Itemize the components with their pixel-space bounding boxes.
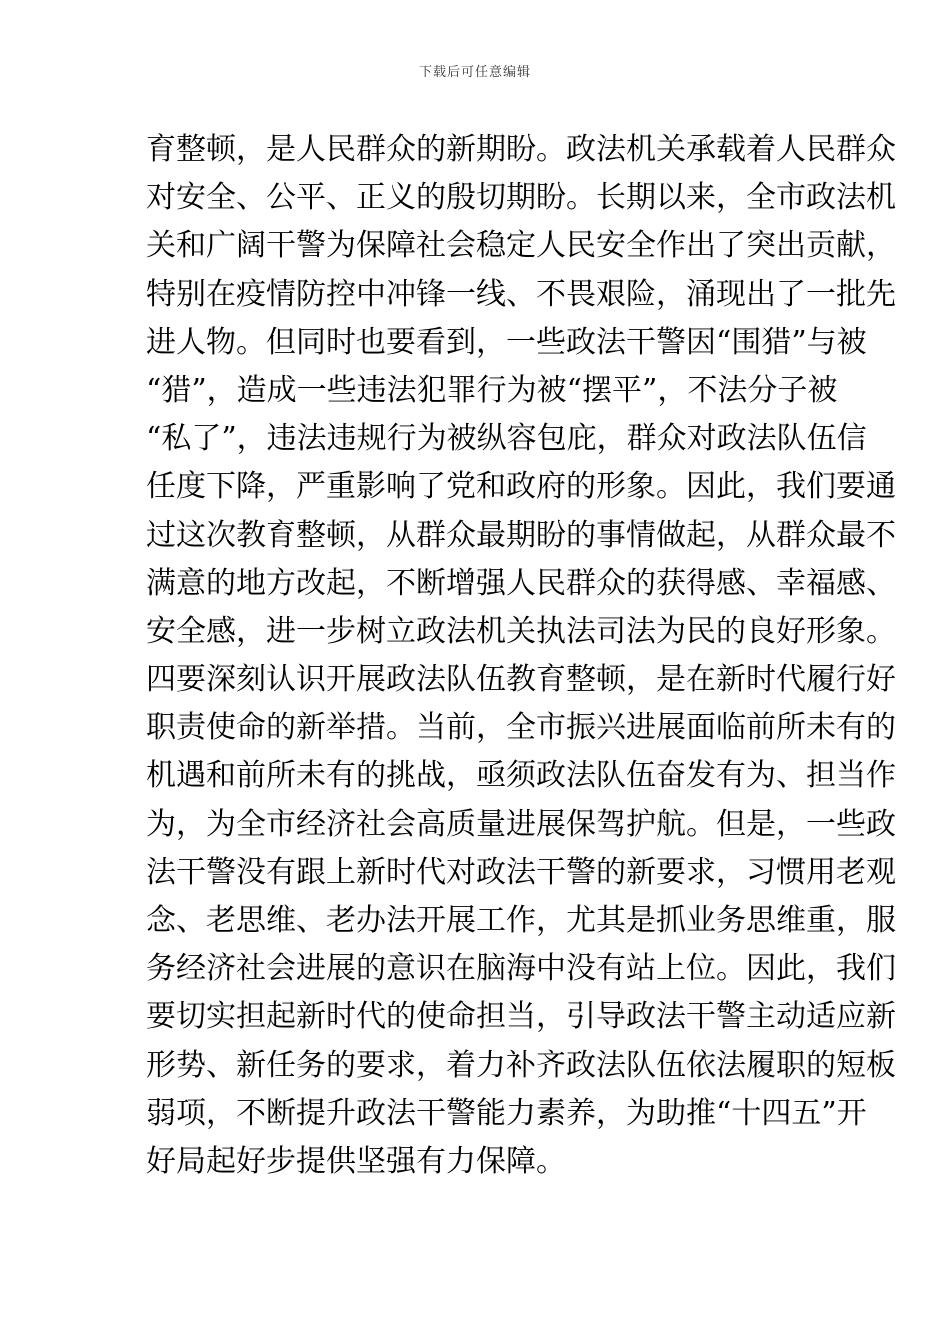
- text-line: 弱项，不断提升政法干警能力素养，为助推“十四五”开: [146, 1095, 867, 1131]
- text-line: 对安全、公平、正义的殷切期盼。长期以来，全市政法机: [146, 180, 896, 216]
- text-line: 机遇和前所未有的挑战，亟须政法队伍奋发有为、担当作: [146, 758, 896, 794]
- text-line: 进人物。但同时也要看到，一些政法干警因“围猎”与被: [146, 324, 867, 360]
- text-line: 为，为全市经济社会高质量进展保驾护航。但是，一些政: [146, 806, 896, 842]
- text-line: 好局起好步提供坚强有力保障。: [146, 1143, 566, 1179]
- text-line: 关和广阔干警为保障社会稳定人民安全作出了突出贡献，: [146, 228, 896, 264]
- text-line: 法干警没有跟上新时代对政法干警的新要求，习惯用老观: [146, 854, 896, 890]
- text-line: 特别在疫情防控中冲锋一线、不畏艰险，涌现出了一批先: [146, 276, 896, 312]
- body-text: [146, 126, 896, 1186]
- text-line: 务经济社会进展的意识在脑海中没有站上位。因此，我们: [146, 951, 896, 987]
- page-header: 下载后可任意编辑: [418, 65, 531, 80]
- text-line: 过这次教育整顿，从群众最期盼的事情做起，从群众最不: [146, 517, 896, 553]
- text-line: 任度下降，严重影响了党和政府的形象。因此，我们要通: [146, 469, 896, 505]
- text-line: 形势、新任务的要求，着力补齐政法队伍依法履职的短板: [146, 1047, 896, 1083]
- text-line: 要切实担起新时代的使命担当，引导政法干警主动适应新: [146, 999, 896, 1035]
- text-line: 四要深刻认识开展政法队伍教育整顿，是在新时代履行好: [146, 662, 896, 698]
- text-line: 职责使命的新举措。当前，全市振兴进展面临前所未有的: [146, 710, 896, 746]
- text-line: 安全感，进一步树立政法机关执法司法为民的良好形象。: [146, 613, 896, 649]
- text-line: “猎”，造成一些违法犯罪行为被“摆平”，不法分子被: [146, 372, 838, 408]
- text-line: 念、老思维、老办法开展工作，尤其是抓业务思维重，服: [146, 903, 896, 938]
- text-line: 满意的地方改起，不断增强人民群众的获得感、幸福感、: [146, 565, 896, 601]
- text-line: “私了”，违法违规行为被纵容包庇，群众对政法队伍信: [146, 421, 867, 457]
- text-line: 育整顿，是人民群众的新期盼。政法机关承载着人民群众: [146, 132, 896, 167]
